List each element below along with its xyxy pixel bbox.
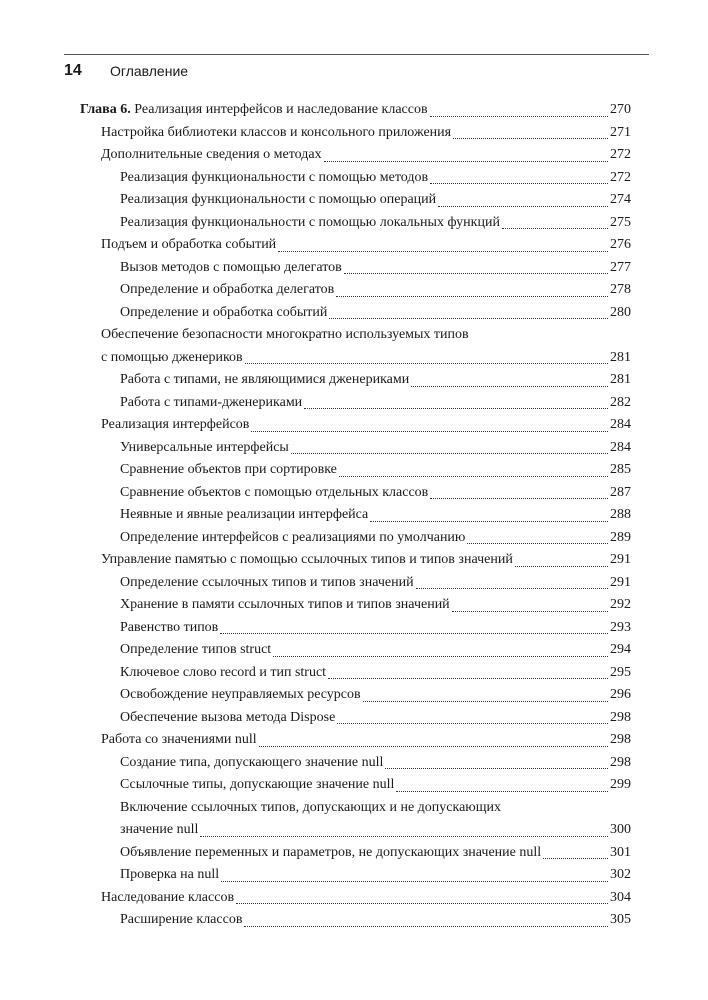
dot-leader bbox=[438, 206, 608, 207]
toc-entry-title-line1: Включение ссылочных типов, допускающих и не допускающих bbox=[120, 799, 502, 815]
toc-entry[interactable] bbox=[0, 234, 631, 257]
toc-entry-title: Ссылочные типы, допускающие значение null bbox=[120, 777, 395, 792]
dot-leader bbox=[370, 521, 608, 522]
toc-entry-title: Реализация функциональности с помощью локальных функций bbox=[120, 214, 500, 230]
page-ref: 289 bbox=[610, 529, 631, 545]
page-ref: 292 bbox=[610, 597, 631, 612]
chapter-label: Глава 6. bbox=[80, 102, 131, 117]
toc-entry[interactable] bbox=[0, 842, 631, 865]
toc-entry[interactable] bbox=[0, 617, 631, 640]
toc-entry-title: Вызов методов с помощью делегатов bbox=[120, 259, 342, 275]
toc-entry-title: Настройка библиотеки классов и консольного приложения bbox=[101, 124, 452, 140]
toc-entry[interactable] bbox=[0, 707, 631, 730]
toc-entry-title: Создание типа, допускающего значение null bbox=[120, 754, 384, 770]
toc-entry[interactable] bbox=[0, 437, 631, 460]
page-ref: 282 bbox=[610, 394, 631, 410]
toc-entry[interactable] bbox=[0, 752, 631, 775]
page-ref: 302 bbox=[610, 867, 631, 882]
page-ref: 281 bbox=[610, 349, 631, 365]
page-header bbox=[64, 62, 649, 82]
toc-entry-title: Работа с типами, не являющимися дженериками bbox=[120, 372, 410, 387]
toc-chapter[interactable] bbox=[0, 99, 631, 122]
toc-entry-multiline[interactable] bbox=[0, 324, 631, 369]
dot-leader bbox=[220, 633, 608, 634]
toc-entry-title: Обеспечение вызова метода Dispose bbox=[120, 709, 336, 725]
page-ref: 298 bbox=[610, 709, 631, 725]
dot-leader bbox=[416, 588, 608, 589]
page-ref: 276 bbox=[610, 237, 631, 252]
toc-entry-title: Наследование классов bbox=[101, 889, 235, 905]
toc-entry-title-line2: с помощью дженериков bbox=[101, 349, 243, 365]
toc-entry[interactable] bbox=[0, 684, 631, 707]
toc-entry[interactable] bbox=[0, 639, 631, 662]
toc-entry[interactable] bbox=[0, 594, 631, 617]
toc-entry-title: Определение и обработка делегатов bbox=[120, 282, 335, 297]
running-title: Оглавление bbox=[110, 63, 189, 79]
dot-leader bbox=[245, 363, 608, 364]
dot-leader bbox=[430, 183, 608, 184]
toc-entry-title: Универсальные интерфейсы bbox=[120, 439, 289, 455]
toc-entry-multiline[interactable] bbox=[0, 797, 631, 842]
toc-entry-title: Объявление переменных и параметров, не допускающих значение null bbox=[120, 844, 542, 860]
page-ref: 291 bbox=[610, 574, 631, 590]
page-ref: 301 bbox=[610, 844, 631, 860]
dot-leader bbox=[244, 926, 608, 927]
toc-entry-title: Реализация функциональности с помощью операций bbox=[120, 192, 437, 207]
toc-entry[interactable] bbox=[0, 414, 631, 437]
dot-leader bbox=[452, 611, 608, 612]
toc-entry[interactable] bbox=[0, 144, 631, 167]
page-ref: 287 bbox=[610, 484, 631, 500]
toc-entry-title: Определение интерфейсов с реализациями по умолчанию bbox=[120, 529, 466, 545]
page-ref: 284 bbox=[610, 439, 631, 455]
page-ref: 293 bbox=[610, 619, 631, 635]
page-ref: 275 bbox=[610, 214, 631, 230]
toc-entry[interactable] bbox=[0, 279, 631, 302]
dot-leader bbox=[430, 498, 608, 499]
dot-leader bbox=[291, 453, 608, 454]
toc-entry-title: Неявные и явные реализации интерфейса bbox=[120, 507, 369, 522]
toc-entry[interactable] bbox=[0, 459, 631, 482]
page-ref: 294 bbox=[610, 642, 631, 657]
page-ref: 277 bbox=[610, 259, 631, 275]
dot-leader bbox=[329, 318, 608, 319]
toc-entry-title: Подъем и обработка событий bbox=[101, 237, 277, 252]
toc-entry-title: Проверка на null bbox=[120, 867, 220, 882]
toc-entry[interactable] bbox=[0, 504, 631, 527]
toc-entry[interactable] bbox=[0, 302, 631, 325]
toc-entry-title: Ключевое слово record и тип struct bbox=[120, 664, 327, 680]
page-ref: 291 bbox=[610, 552, 631, 567]
toc-entry-title-line1: Обеспечение безопасности многократно используемых типов bbox=[101, 327, 469, 342]
toc-entry[interactable] bbox=[0, 887, 631, 910]
dot-leader bbox=[467, 543, 608, 544]
toc-entry[interactable] bbox=[0, 392, 631, 415]
page-ref: 272 bbox=[610, 147, 631, 162]
toc-entry-title: Освобождение неуправляемых ресурсов bbox=[120, 687, 361, 702]
toc-entry-title: Равенство типов bbox=[120, 619, 219, 635]
dot-leader bbox=[515, 566, 608, 567]
toc-entry[interactable] bbox=[0, 549, 631, 572]
page-ref: 305 bbox=[610, 912, 631, 927]
header-rule bbox=[64, 54, 649, 55]
toc-entry[interactable] bbox=[0, 167, 631, 190]
dot-leader bbox=[502, 228, 608, 229]
toc-entry-title: Хранение в памяти ссылочных типов и типов значений bbox=[120, 597, 450, 612]
toc-entry[interactable] bbox=[0, 729, 631, 752]
page-ref: 298 bbox=[610, 732, 631, 747]
toc-entry[interactable] bbox=[0, 864, 631, 887]
page-ref: 271 bbox=[610, 124, 631, 140]
dot-leader bbox=[304, 408, 608, 409]
dot-leader bbox=[236, 903, 608, 904]
page-ref: 295 bbox=[610, 664, 631, 680]
dot-leader bbox=[411, 386, 608, 387]
chapter-title: Реализация интерфейсов и наследование классов bbox=[134, 102, 428, 117]
toc-entry[interactable] bbox=[0, 122, 631, 145]
page-ref: 274 bbox=[610, 192, 631, 207]
page-ref: 299 bbox=[610, 777, 631, 792]
toc-entry[interactable] bbox=[0, 572, 631, 595]
toc-entry[interactable] bbox=[0, 212, 631, 235]
toc-entry-title: Реализация функциональности с помощью методов bbox=[120, 169, 429, 185]
dot-leader bbox=[278, 251, 608, 252]
dot-leader bbox=[543, 858, 608, 859]
toc-entry-title: Определение и обработка событий bbox=[120, 304, 328, 320]
dot-leader bbox=[328, 678, 608, 679]
page-ref: 270 bbox=[610, 102, 631, 117]
dot-leader bbox=[324, 161, 608, 162]
page-ref: 272 bbox=[610, 169, 631, 185]
toc-entry[interactable] bbox=[0, 369, 631, 392]
toc-entry[interactable] bbox=[0, 662, 631, 685]
dot-leader bbox=[337, 723, 608, 724]
dot-leader bbox=[273, 656, 608, 657]
page-number: 14 bbox=[64, 62, 82, 79]
toc-entry[interactable] bbox=[0, 257, 631, 280]
toc-entry-title: Работа со значениями null bbox=[101, 732, 257, 747]
toc-entry-title: Сравнение объектов при сортировке bbox=[120, 462, 337, 477]
dot-leader bbox=[259, 746, 608, 747]
toc-entry-title: Определение типов struct bbox=[120, 642, 272, 657]
dot-leader bbox=[430, 116, 608, 117]
dot-leader bbox=[363, 701, 608, 702]
page-ref: 280 bbox=[610, 304, 631, 320]
toc-entry[interactable] bbox=[0, 774, 631, 797]
toc-entry[interactable] bbox=[0, 527, 631, 550]
page-ref: 304 bbox=[610, 889, 631, 905]
dot-leader bbox=[221, 881, 608, 882]
toc-entry-title: Определение ссылочных типов и типов значений bbox=[120, 574, 414, 590]
toc-entry[interactable] bbox=[0, 909, 631, 932]
page-ref: 284 bbox=[610, 417, 631, 432]
toc-entry[interactable] bbox=[0, 189, 631, 212]
toc-entry-title: Работа с типами-дженериками bbox=[120, 394, 303, 410]
page-ref: 281 bbox=[610, 372, 631, 387]
dot-leader bbox=[344, 273, 608, 274]
toc-entry-title: Сравнение объектов с помощью отдельных классов bbox=[120, 484, 429, 500]
page-ref: 298 bbox=[610, 754, 631, 770]
page-ref: 278 bbox=[610, 282, 631, 297]
dot-leader bbox=[339, 476, 608, 477]
page-ref: 300 bbox=[610, 822, 631, 837]
page-ref: 288 bbox=[610, 507, 631, 522]
table-of-contents bbox=[0, 99, 708, 932]
toc-entry-title: Реализация интерфейсов bbox=[101, 417, 250, 432]
toc-entry-title: Расширение классов bbox=[120, 912, 243, 927]
toc-entry-title-line2: значение null bbox=[120, 822, 199, 837]
toc-entry[interactable] bbox=[0, 482, 631, 505]
dot-leader bbox=[336, 296, 608, 297]
dot-leader bbox=[385, 768, 608, 769]
dot-leader bbox=[251, 431, 608, 432]
page-ref: 285 bbox=[610, 462, 631, 477]
toc-entry-title: Дополнительные сведения о методах bbox=[101, 147, 322, 162]
dot-leader bbox=[200, 836, 608, 837]
dot-leader bbox=[453, 138, 608, 139]
toc-entry-title: Управление памятью с помощью ссылочных типов и типов значений bbox=[101, 552, 513, 567]
dot-leader bbox=[396, 791, 608, 792]
page-ref: 296 bbox=[610, 687, 631, 702]
